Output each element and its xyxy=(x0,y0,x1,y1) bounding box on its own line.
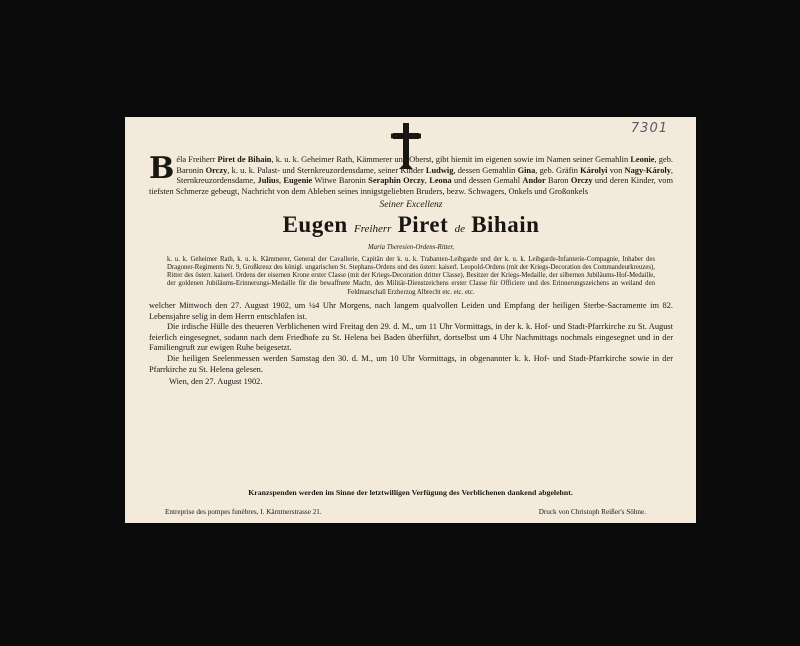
intro-segment: , geb. Gräfin xyxy=(535,165,581,175)
intro-segment: von xyxy=(607,165,625,175)
intro-segment: Witwe Baronin xyxy=(312,176,369,186)
death-paragraph: welcher Mittwoch den 27. August 1902, um ¼4 Uhr Morgens, nach langem qualvollen Leiden und Empfang der heiligen Sterbe-Sacramente im 82. Lebensjahre selig in dem Herrn entschlafen ist. xyxy=(149,301,673,321)
intro-segment: Gina xyxy=(517,165,536,175)
intro-segment: Baron xyxy=(545,176,571,186)
intro-segment: und deren Kinder, vom tiefsten Schmerze gebeugt, Nachricht von dem Ableben seines innigstgeliebten Bruders, bezw. Schwagers, Onkels und Großonkels xyxy=(149,176,674,196)
footer-undertaker: Entreprise des pompes funèbres, I. Kärntnerstrasse 21. xyxy=(165,508,322,516)
intro-segment: Leonie xyxy=(630,155,655,164)
titles-list: k. u. k. Geheimer Rath, k. u. k. Kämmerer, General der Cavallerie, Capitän der k. u. k. Trabanten-Leibgarde und der k. u. k. Leibgarde-Infanterie-Compagnie, Inhaber des Dragoner-Regiments Nr. 9, Großkreuz des königl. ungarischen St. Stephans-Ordens und des österr. kaiserl. Leopold-Ordens (mit der Kriegs-Decoration des Commandeurkreuzes), Ritter des österr. kaiserl. Ordens der eisernen Krone erster Classe (mit der Kriegs-Decoration dritter Classe), Besitzer der Kriegs-Medaille, der silbernen Jubiläums-Hof-Medaille, der goldenen Jubiläums-Erinnerungs-Medaille für die bewaffnete Macht, des Militär-Dienstzeichens erster Classe für Officiere und des Erinnerungszeichens an weiland den Feldmarschall Erzherzog Albrecht etc. etc. etc. xyxy=(167,255,655,296)
deceased-particle: de xyxy=(454,222,465,235)
deceased-name xyxy=(149,212,673,242)
deceased-place: Bihain xyxy=(471,211,540,237)
intro-segment: Andor xyxy=(522,176,546,186)
funeral-paragraph: Die irdische Hülle des theueren Verblichenen wird Freitag den 29. d. M., um 11 Uhr Vormittags, in der k. k. Hof- und Stadt-Pfarrkirche zu St. August feierlich eingesegnet, sodann nach dem Friedhofe zu St. Helena bei Baden überführt, dortselbst um 4 Uhr Nachmittags nochmals eingesegnet und in der Familiengruft zur ewigen Ruhe beigesetzt. xyxy=(149,322,673,353)
intro-segment: Eugenie xyxy=(283,176,313,186)
intro-segment: , dessen Gemahlin xyxy=(453,165,518,175)
deceased-last-name: Piret xyxy=(397,211,449,237)
excellency-line: Seiner Excellenz xyxy=(379,200,443,211)
intro-segment: Seraphin Orczy xyxy=(368,176,425,186)
notice-text xyxy=(149,151,674,388)
intro-segment: , xyxy=(424,176,430,186)
wreath-note: Kranzspenden werden im Sinne der letztwilligen Verfügung des Verblichenen dankend abgelehnt. xyxy=(248,488,573,497)
intro-segment: éla Freiherr xyxy=(176,155,218,164)
intro-segment: Ludwig xyxy=(425,165,454,175)
intro-body xyxy=(149,151,674,196)
intro-segment: Károlyi xyxy=(580,165,608,175)
intro-segment: , k. u. k. Palast- und Sternkreuzordensdame, seiner Kinder xyxy=(227,165,426,175)
deceased-title: Freiherr xyxy=(353,222,392,235)
order-line: Maria Theresien-Ordens-Ritter, xyxy=(368,243,454,251)
intro-segment: Orczy xyxy=(570,176,593,186)
intro-segment: Julius xyxy=(257,176,279,186)
drop-cap: B xyxy=(149,151,175,186)
intro-segment: Piret de Bihain xyxy=(217,155,272,164)
intro-segment: Leona xyxy=(429,176,452,186)
intro-segment: und dessen Gemahl xyxy=(451,176,523,186)
footer-printer: Druck von Christoph Reißer's Söhne. xyxy=(538,508,646,516)
death-notice-card xyxy=(125,117,696,523)
intro-segment: , Sternkreuzordensdame, xyxy=(176,165,673,186)
masses-paragraph: Die heiligen Seelenmessen werden Samstag den 30. d. M., um 10 Uhr Vormittags, in obgenannter k. k. Hof- und Stadt-Pfarrkirche sowie in der Pfarrkirche zu St. Helena gelesen. xyxy=(149,354,673,374)
intro-segment: , k. u. k. Geheimer Rath, Kämmerer und Oberst, gibt hiemit im eigenen sowie im Namen seiner Gemahlin xyxy=(271,155,631,164)
intro-paragraph xyxy=(149,151,674,197)
intro-segment: , geb. Baronin xyxy=(176,155,673,175)
intro-segment: , xyxy=(278,176,284,186)
intro-segment: Orczy xyxy=(205,165,228,175)
archive-number: 7301 xyxy=(630,121,668,136)
dateline: Wien, den 27. August 1902. xyxy=(169,377,263,387)
intro-segment: Nagy-Károly xyxy=(624,165,671,175)
deceased-first-name: Eugen xyxy=(282,211,348,237)
